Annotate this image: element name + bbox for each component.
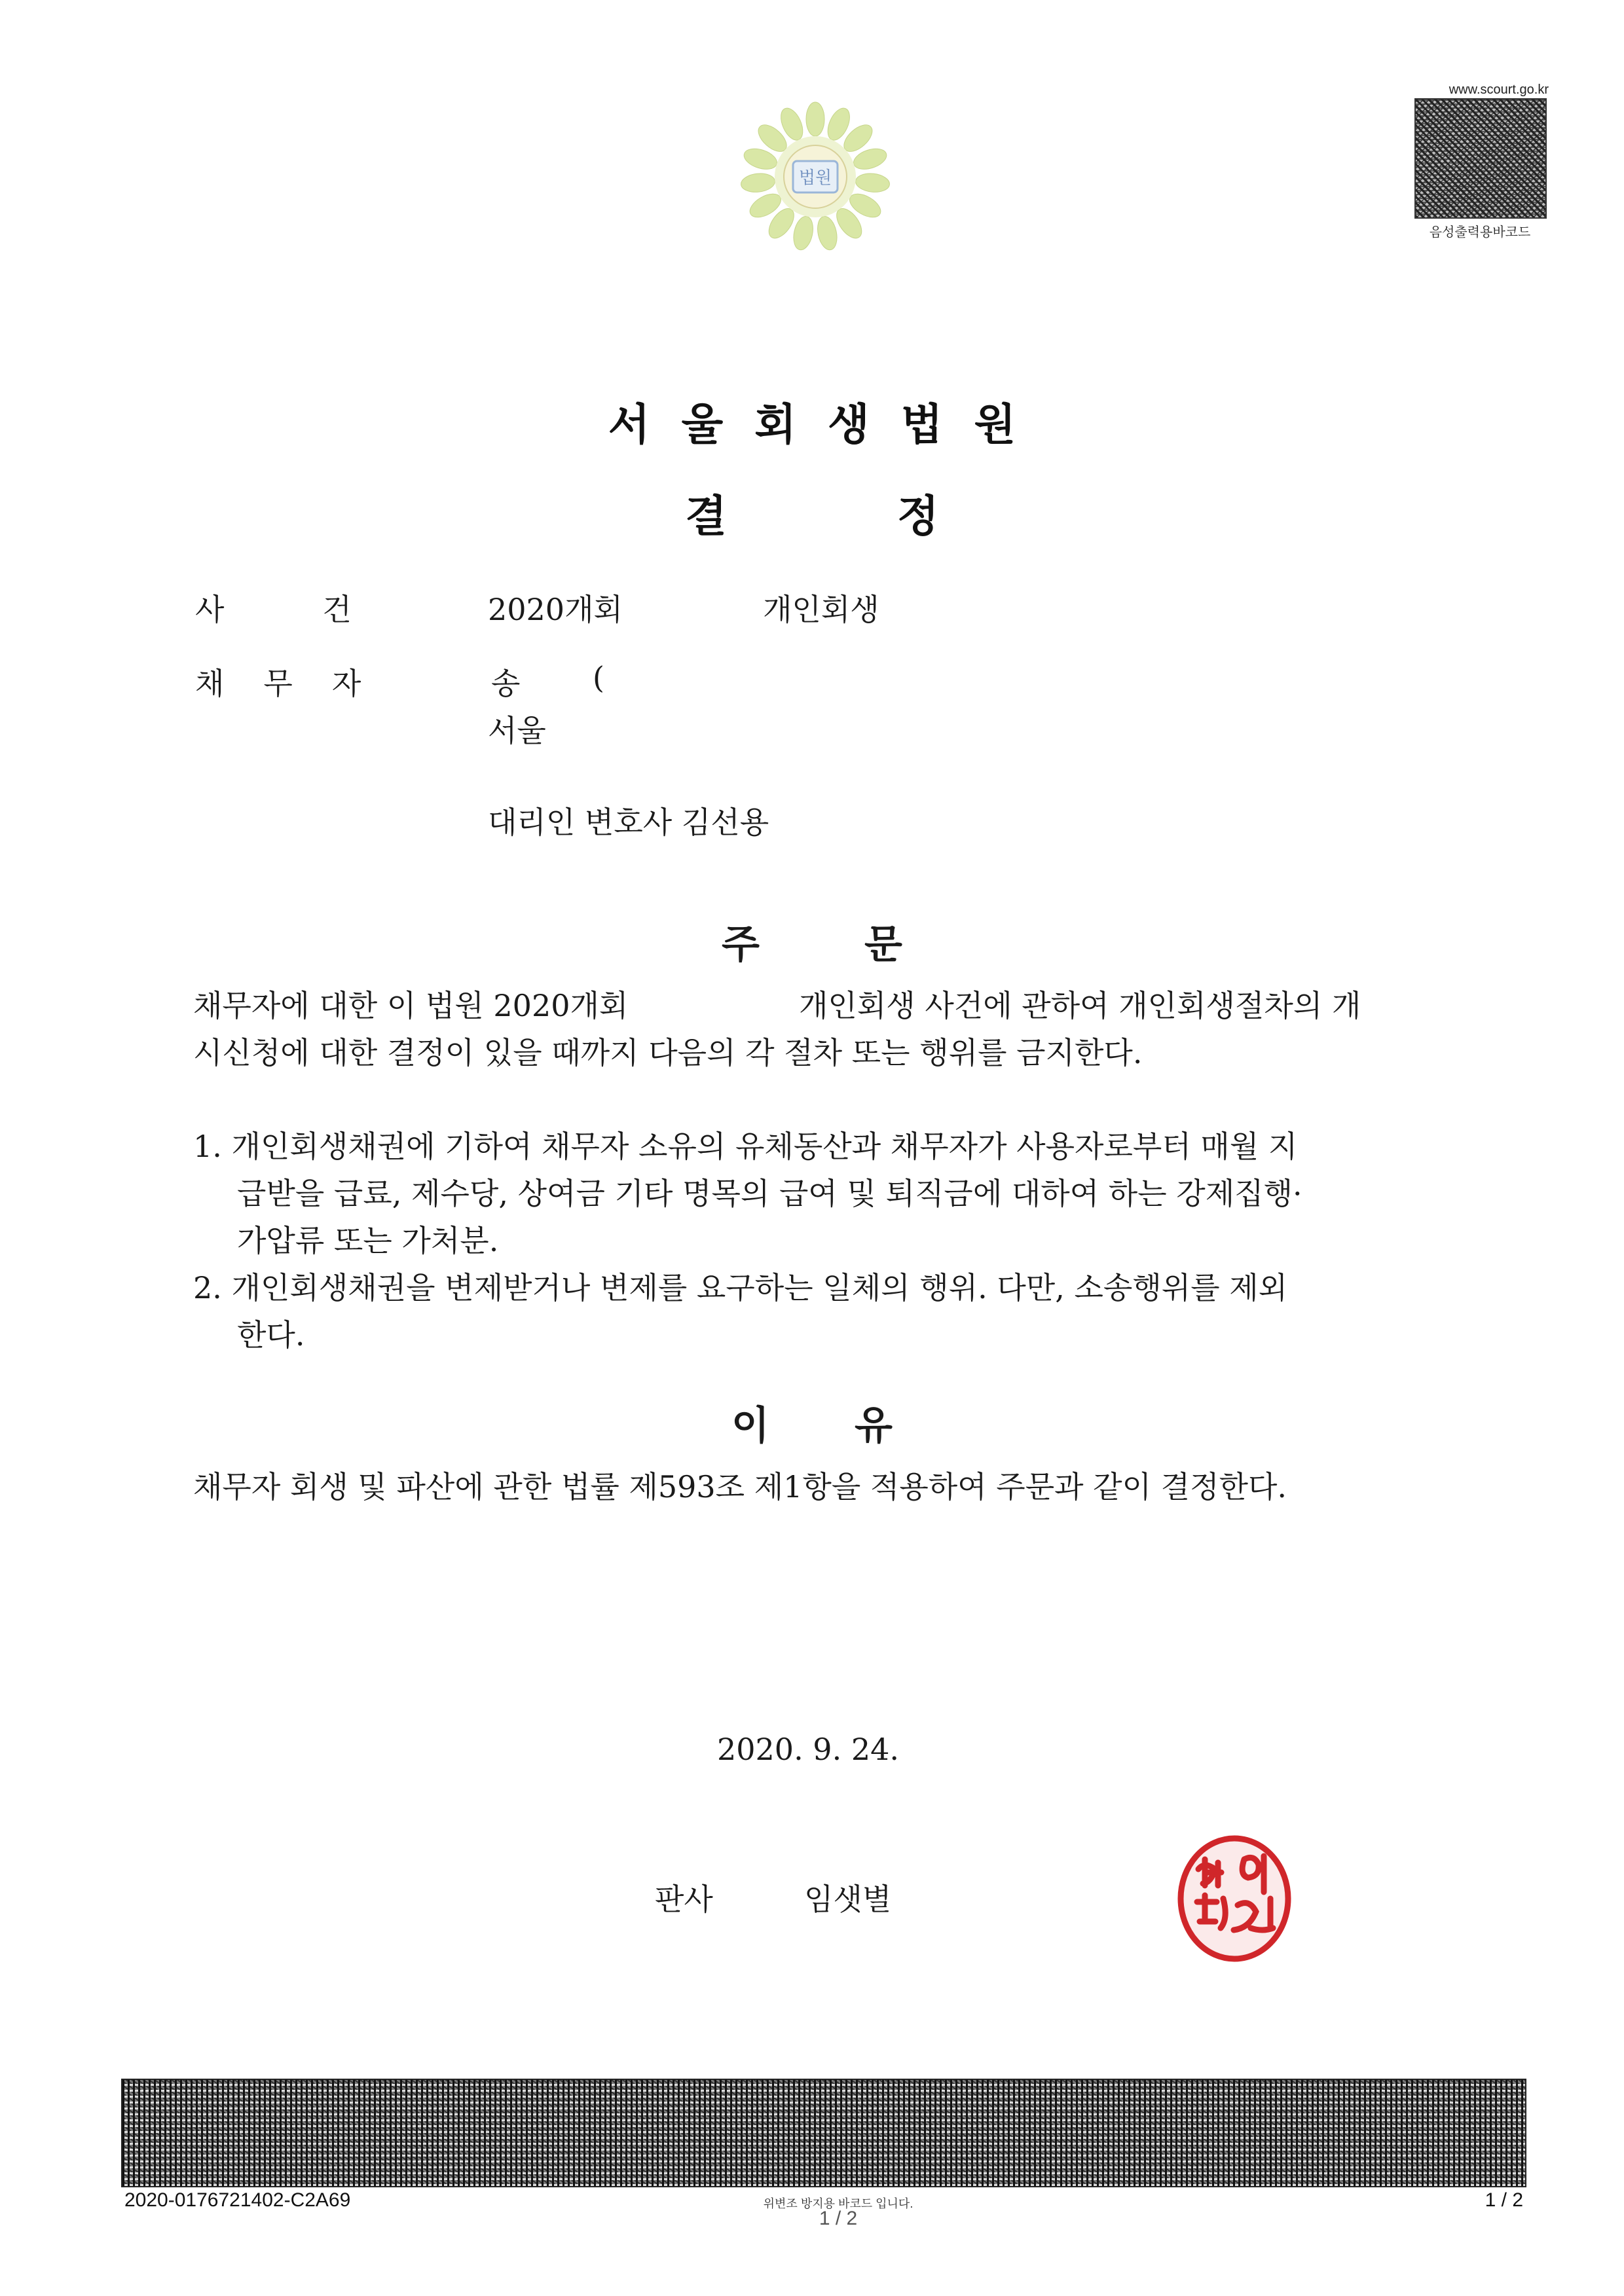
- decision-date: 2020. 9. 24.: [717, 1732, 899, 1767]
- court-title: 서울회생법원: [608, 399, 1048, 450]
- order-intro-line1-a: 채무자에 대한 이 법원 2020개회: [193, 988, 629, 1023]
- case-number: 2020개회: [488, 592, 623, 627]
- barcode-notice: 위변조 방지용 바코드 입니다.: [763, 2197, 913, 2210]
- judge-name: 임샛별: [804, 1882, 892, 1917]
- order-intro-line2: 시신청에 대한 결정이 있을 때까지 다음의 각 절차 또는 행위를 금지한다.: [193, 1035, 1143, 1070]
- page-indicator-center: 1 / 2: [819, 2208, 858, 2229]
- reason-heading: 이유: [731, 1403, 978, 1449]
- document-number: 2020-0176721402-C2A69: [124, 2189, 351, 2211]
- order-item1-line1: 1. 개인회생채권에 기하여 채무자 소유의 유체동산과 채무자가 사용자로부터 매월 지: [193, 1129, 1298, 1164]
- qr-caption: 음성출력용바코드: [1429, 225, 1531, 240]
- order-item2-line2: 한다.: [237, 1317, 305, 1353]
- order-heading: 주문: [722, 922, 1007, 968]
- debtor-label: 채무자: [195, 666, 401, 701]
- qr-code: [1414, 98, 1547, 219]
- emblem-label: 법원: [798, 168, 832, 188]
- order-intro-line1-b: 개인회생 사건에 관하여 개인회생절차의 개: [799, 988, 1361, 1023]
- case-type: 개인회생: [763, 592, 879, 627]
- debtor-address: 서울: [488, 713, 546, 748]
- order-item1-line3: 가압류 또는 가처분.: [237, 1223, 499, 1258]
- debtor-representative: 대리인 변호사 김선용: [488, 805, 769, 840]
- page-indicator: 1 / 2: [1485, 2189, 1523, 2211]
- document-title: 결정: [685, 491, 1109, 541]
- order-item2-line1: 2. 개인회생채권을 변제받거나 변제를 요구하는 일체의 행위. 다만, 소송행위를 제외: [193, 1270, 1288, 1305]
- debtor-paren: (: [593, 660, 604, 695]
- case-label: 사건: [195, 592, 450, 627]
- debtor-name: 송: [491, 666, 521, 701]
- qr-url: www.scourt.go.kr: [1449, 82, 1549, 97]
- court-emblem-icon: [737, 98, 894, 255]
- judge-seal: [1172, 1833, 1297, 1964]
- judge-title: 판사: [655, 1882, 713, 1917]
- reason-text: 채무자 회생 및 파산에 관한 법률 제593조 제1항을 적용하여 주문과 같이 결정한다.: [193, 1469, 1287, 1504]
- order-item1-line2: 급받을 급료, 제수당, 상여금 기타 명목의 급여 및 퇴직금에 대하여 하는 강제집행·: [237, 1176, 1302, 1211]
- anti-forgery-barcode: [121, 2079, 1526, 2187]
